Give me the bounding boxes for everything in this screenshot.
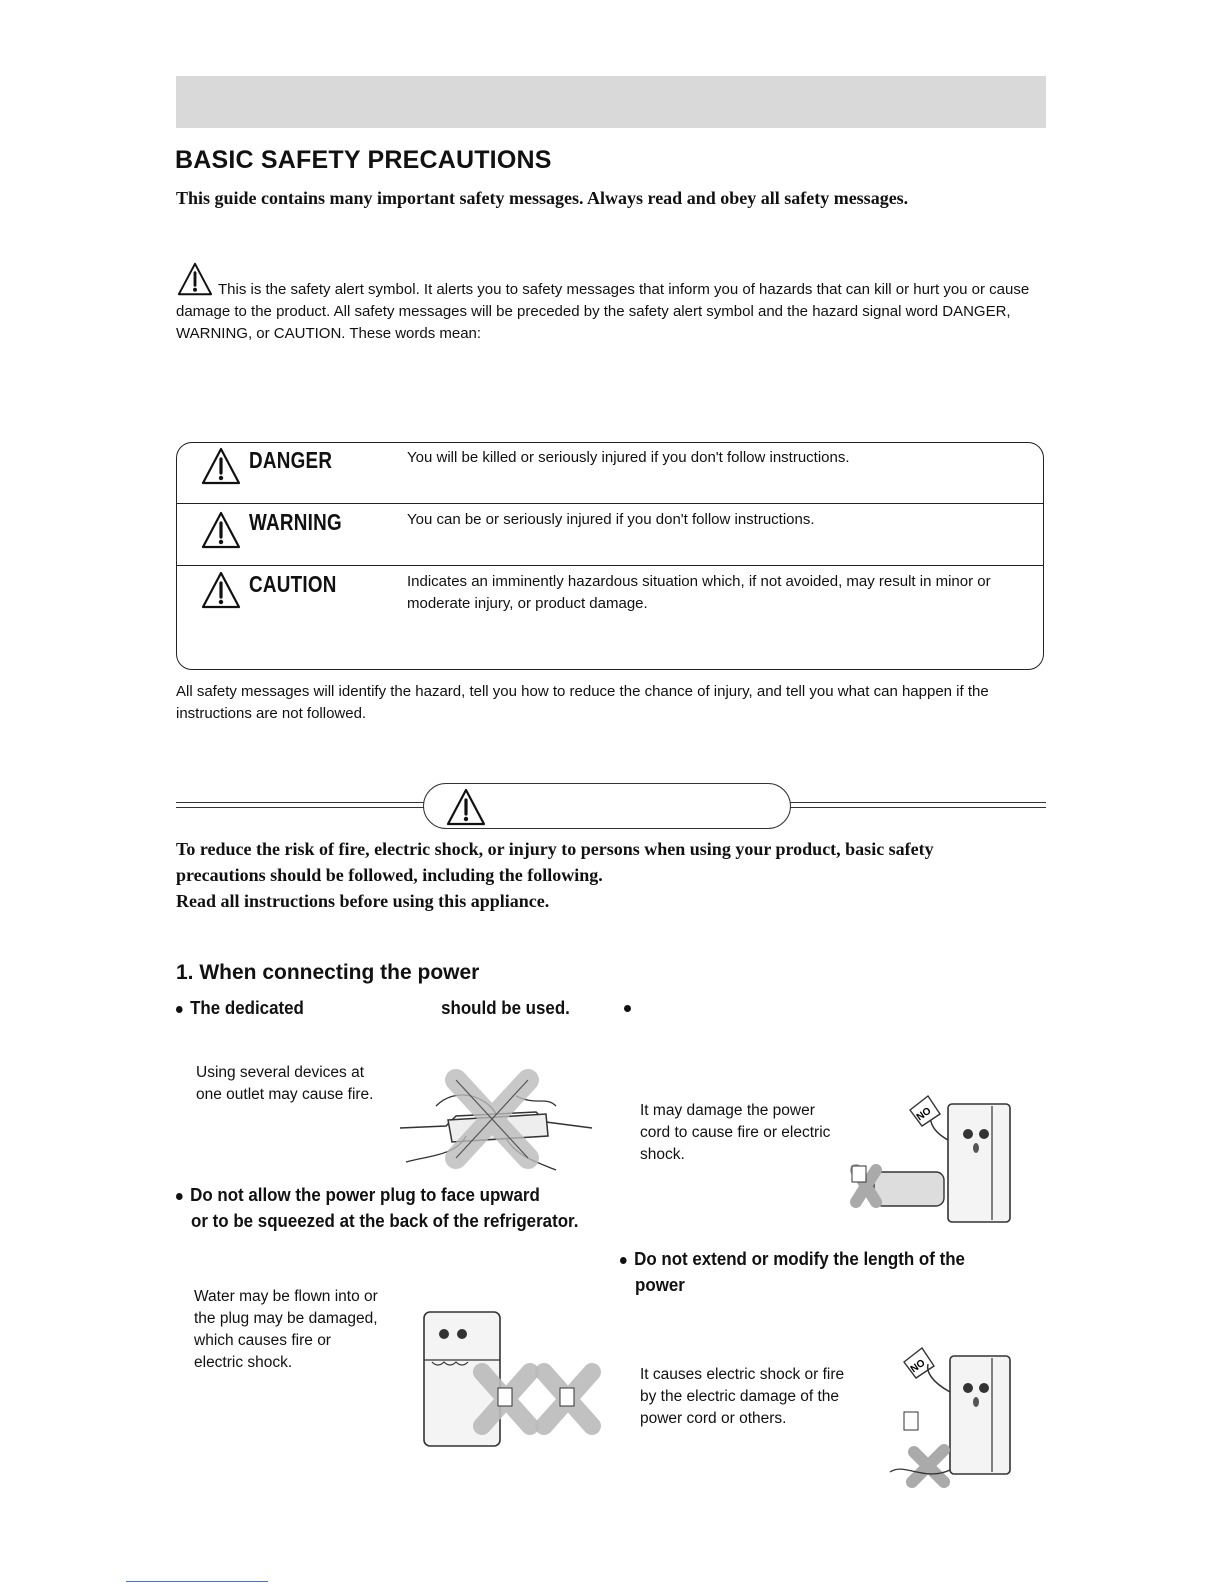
desc-line: It causes electric shock or fire xyxy=(640,1366,845,1383)
warning-triangle-icon xyxy=(201,571,241,609)
desc-line: Using several devices at xyxy=(196,1064,364,1081)
after-box-text: All safety messages will identify the hazard, tell you how to reduce the chance of injury, and tell you what can happen if the instructions are not followed. xyxy=(176,683,989,722)
safety-alert-icon xyxy=(176,262,214,296)
intro-text: This guide contains many important safety messages. Always read and obey all safety messages. xyxy=(176,188,909,208)
footer-link-underline xyxy=(126,1581,268,1582)
important-line: precautions should be followed, including the following. xyxy=(176,865,603,885)
warning-triangle-icon xyxy=(446,788,486,826)
signal-word-danger: DANGER xyxy=(249,447,333,473)
signal-row-caution xyxy=(177,565,1043,669)
item-title-part: Do not extend or modify the length of the xyxy=(634,1249,965,1269)
page-title: BASIC SAFETY PRECAUTIONS xyxy=(175,146,552,174)
svg-text:NO: NO xyxy=(914,1105,934,1124)
signal-word-warning: WARNING xyxy=(249,509,342,535)
section-title: 1. When connecting the power xyxy=(176,961,480,984)
desc-line: which causes fire or xyxy=(194,1332,331,1349)
signal-desc-danger: You will be killed or seriously injured if you don't follow instructions. xyxy=(407,449,850,466)
important-text xyxy=(176,836,1056,914)
desc-line: one outlet may cause fire. xyxy=(196,1086,374,1103)
important-line: Read all instructions before using this appliance. xyxy=(176,891,550,911)
divider-line xyxy=(176,802,424,808)
bullet-icon xyxy=(620,1257,627,1264)
desc-line: power cord or others. xyxy=(640,1410,787,1427)
power-strip-illustration xyxy=(396,1066,596,1176)
alert-paragraph xyxy=(176,262,1036,345)
item-desc xyxy=(640,1364,880,1430)
item-title xyxy=(176,1182,608,1234)
item-title-part: Do not allow the power plug to face upward xyxy=(190,1185,540,1205)
header-bar xyxy=(176,76,1046,128)
item-title xyxy=(620,1246,1015,1298)
bullet-icon xyxy=(624,1005,631,1012)
item-title-part: should be used. xyxy=(441,998,570,1018)
warning-triangle-icon xyxy=(201,447,241,485)
item-title-part: power xyxy=(635,1275,685,1295)
svg-text:NO: NO xyxy=(908,1357,928,1376)
important-pill xyxy=(423,783,791,829)
refrigerator-cord-illustration xyxy=(884,1342,1044,1492)
item-desc xyxy=(194,1286,404,1374)
desc-line: It may damage the power xyxy=(640,1102,815,1119)
item-title xyxy=(176,995,618,1021)
desc-line: electric shock. xyxy=(194,1354,293,1371)
desc-line: the plug may be damaged, xyxy=(194,1310,378,1327)
warning-triangle-icon xyxy=(201,511,241,549)
alert-text: This is the safety alert symbol. It alerts you to safety messages that inform you of hazards that can kill or hurt you or cause damage to the product. All safety messages will be preceded by the safety alert symbol and the hazard signal word DANGER, WARNING, or CAUTION. These words mean: xyxy=(176,281,1030,342)
refrigerator-plug-illustration xyxy=(420,1302,620,1452)
item-desc xyxy=(640,1100,860,1166)
item-desc xyxy=(196,1062,396,1106)
signal-desc-caution: Indicates an imminently hazardous situation which, if not avoided, may result in minor or moderate injury, or product damage. xyxy=(407,573,991,612)
bullet-icon xyxy=(176,1006,183,1013)
desc-line: Water may be flown into or xyxy=(194,1288,378,1305)
signal-row-warning xyxy=(177,503,1043,566)
desc-line: cord to cause fire or electric xyxy=(640,1124,831,1141)
signal-desc-warning: You can be or seriously injured if you don't follow instructions. xyxy=(407,511,815,528)
item-title-part: or to be squeezed at the back of the refrigerator. xyxy=(191,1211,579,1231)
refrigerator-character-illustration xyxy=(850,1090,1040,1230)
desc-line: by the electric damage of the xyxy=(640,1388,840,1405)
item-title-part: The dedicated xyxy=(190,998,304,1018)
desc-line: shock. xyxy=(640,1146,685,1163)
important-line: To reduce the risk of fire, electric shock, or injury to persons when using your product, basic safety xyxy=(176,839,934,859)
signal-word-box xyxy=(176,442,1044,670)
bullet-icon xyxy=(176,1193,183,1200)
signal-word-caution: CAUTION xyxy=(249,571,337,597)
signal-row-danger xyxy=(177,443,1043,504)
divider-line xyxy=(790,802,1046,808)
